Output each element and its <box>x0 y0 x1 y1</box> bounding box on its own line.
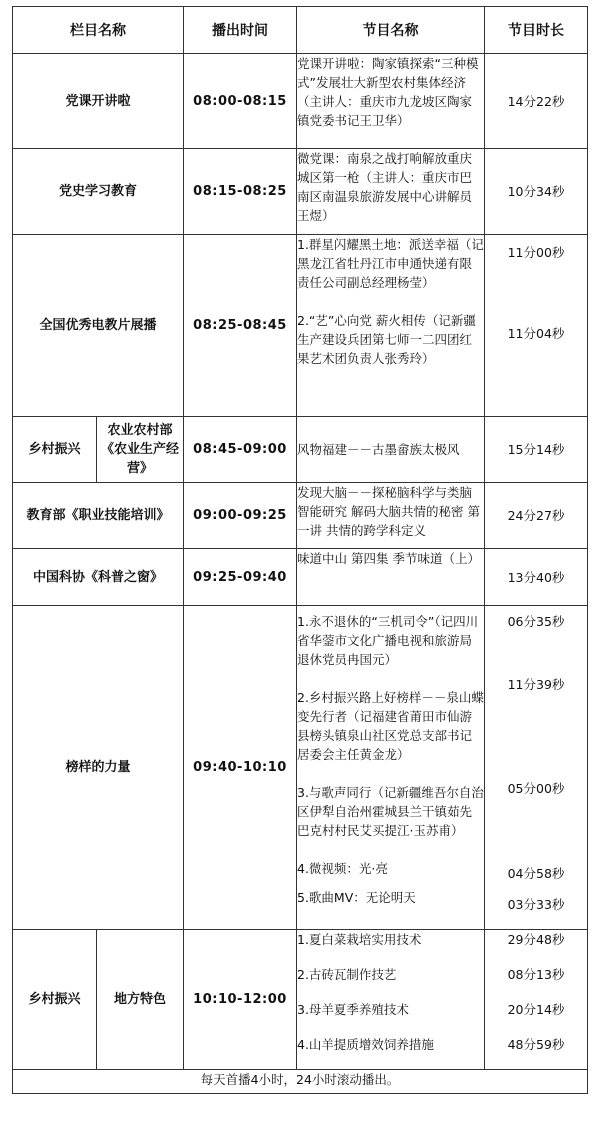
program-name <box>297 483 485 549</box>
footer-row <box>13 1070 588 1094</box>
table-row <box>13 149 588 235</box>
program-item: 味道中山 第四集 季节味道（上） <box>297 551 480 566</box>
program-item: 4.微视频：光·亮 <box>297 861 388 876</box>
header-program-name: 节目名称 <box>297 7 485 54</box>
table-row <box>13 930 588 1070</box>
column-main: 乡村振兴 <box>13 417 97 483</box>
air-time: 10:10-12:00 <box>184 930 297 1070</box>
duration-item: 04分58秒 <box>507 866 565 881</box>
program-name <box>297 235 485 417</box>
duration-item: 11分00秒 <box>507 245 565 260</box>
duration <box>485 930 588 1070</box>
header-column-name: 栏目名称 <box>13 7 184 54</box>
header-duration: 节目时长 <box>485 7 588 54</box>
program-name <box>297 149 485 235</box>
program-item: 1.永不退休的“三机司令”（记四川省华蓥市文化广播电视和旅游局退休党员冉国元） <box>297 614 479 667</box>
program-item: 5.歌曲MV：无论明天 <box>297 890 416 905</box>
duration <box>485 417 588 483</box>
duration-item: 20分14秒 <box>507 1002 565 1017</box>
duration-item: 24分27秒 <box>507 508 565 523</box>
duration-item: 15分14秒 <box>507 442 565 457</box>
duration <box>485 606 588 930</box>
footer-note: 每天首播4小时，24小时滚动播出。 <box>13 1070 588 1094</box>
header-row <box>13 7 588 54</box>
column-name: 全国优秀电教片展播 <box>13 235 184 417</box>
duration <box>485 54 588 149</box>
table-row <box>13 235 588 417</box>
program-item: 2.“艺”心向党 薪火相传（记新疆生产建设兵团第七师一二四团红果艺术团负责人张秀玲） <box>297 313 476 366</box>
program-item: 2.乡村振兴路上好榜样－－泉山蝶变先行者（记福建省莆田市仙游县榜头镇泉山社区党总支部书记居委会主任黄金龙） <box>297 690 484 762</box>
column-name: 党课开讲啦 <box>13 54 184 149</box>
duration-item: 10分34秒 <box>507 184 565 199</box>
duration-item: 05分00秒 <box>507 781 565 796</box>
duration-item: 08分13秒 <box>507 967 565 982</box>
air-time: 09:40-10:10 <box>184 606 297 930</box>
table-row <box>13 549 588 606</box>
program-item: 党课开讲啦：陶家镇探索“三种模式”发展壮大新型农村集体经济（主讲人：重庆市九龙坡区陶家镇党委书记王卫华） <box>297 56 479 128</box>
table-row <box>13 483 588 549</box>
program-name <box>297 417 485 483</box>
duration-item: 03分33秒 <box>507 897 565 912</box>
program-item: 1.群星闪耀黑土地：派送幸福（记黑龙江省牡丹江市申通快递有限责任公司副总经理杨莹） <box>297 237 484 290</box>
column-name: 中国科协《科普之窗》 <box>13 549 184 606</box>
column-name: 教育部《职业技能培训》 <box>13 483 184 549</box>
table-row <box>13 54 588 149</box>
column-main: 乡村振兴 <box>13 930 97 1070</box>
column-name: 榜样的力量 <box>13 606 184 930</box>
duration-item: 06分35秒 <box>507 614 565 629</box>
duration-item: 11分39秒 <box>507 677 565 692</box>
air-time: 09:25-09:40 <box>184 549 297 606</box>
program-item: 微党课：南泉之战打响解放重庆城区第一枪（主讲人：重庆市巴南区南温泉旅游发展中心讲解员王煜） <box>297 151 473 223</box>
program-name <box>297 54 485 149</box>
air-time: 09:00-09:25 <box>184 483 297 549</box>
duration <box>485 483 588 549</box>
air-time: 08:45-09:00 <box>184 417 297 483</box>
program-item: 4.山羊提质增效饲养措施 <box>297 1037 434 1052</box>
program-item: 2.古砖瓦制作技艺 <box>297 967 397 982</box>
duration-item: 11分04秒 <box>507 326 565 341</box>
duration-item: 13分40秒 <box>507 569 565 585</box>
program-item: 1.夏白菜栽培实用技术 <box>297 932 422 947</box>
column-sub: 农业农村部《农业生产经营》 <box>97 417 184 483</box>
column-name: 党史学习教育 <box>13 149 184 235</box>
schedule-table <box>12 6 588 1094</box>
program-name <box>297 549 485 606</box>
program-item: 3.与歌声同行（记新疆维吾尔自治区伊犁自治州霍城县兰干镇茹先巴克村村民艾买提江·玉苏甫） <box>297 785 484 838</box>
duration-item: 29分48秒 <box>507 932 565 947</box>
program-item: 风物福建－－古墨畲族太极风 <box>297 442 460 457</box>
program-name <box>297 930 485 1070</box>
air-time: 08:00-08:15 <box>184 54 297 149</box>
duration <box>485 549 588 606</box>
duration <box>485 149 588 235</box>
duration-item: 14分22秒 <box>507 93 565 109</box>
table-row <box>13 606 588 930</box>
air-time: 08:15-08:25 <box>184 149 297 235</box>
program-name <box>297 606 485 930</box>
table-row <box>13 417 588 483</box>
column-sub: 地方特色 <box>97 930 184 1070</box>
duration <box>485 235 588 417</box>
program-item: 3.母羊夏季养殖技术 <box>297 1002 409 1017</box>
duration-item: 48分59秒 <box>507 1037 565 1052</box>
header-air-time: 播出时间 <box>184 7 297 54</box>
program-item: 发现大脑－－探秘脑科学与类脑智能研究 解码大脑共情的秘密 第一讲 共情的跨学科定义 <box>297 485 480 538</box>
air-time: 08:25-08:45 <box>184 235 297 417</box>
